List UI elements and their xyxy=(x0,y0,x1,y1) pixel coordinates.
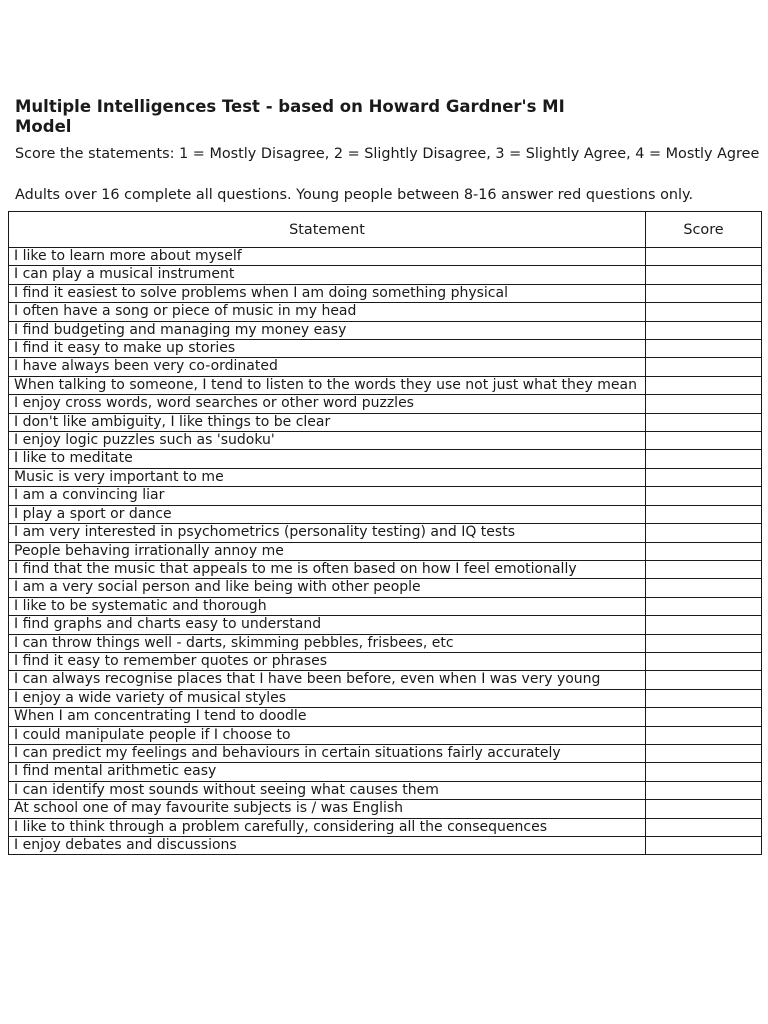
table-row xyxy=(9,726,762,744)
score-cell[interactable] xyxy=(646,321,762,339)
table-body xyxy=(9,248,762,855)
table-row xyxy=(9,708,762,726)
table-row xyxy=(9,395,762,413)
statement-cell: At school one of may favourite subjects is / was English xyxy=(9,800,646,818)
score-cell[interactable] xyxy=(646,652,762,670)
statement-cell: I like to meditate xyxy=(9,450,646,468)
statement-cell: I find it easy to make up stories xyxy=(9,340,646,358)
table-row xyxy=(9,800,762,818)
score-cell[interactable] xyxy=(646,358,762,376)
page-title: Multiple Intelligences Test - based on Howard Gardner's MI Model xyxy=(15,97,565,136)
table-row xyxy=(9,616,762,634)
table-row xyxy=(9,321,762,339)
age-note: Adults over 16 complete all questions. Young people between 8-16 answer red questions only. xyxy=(15,187,694,203)
score-cell[interactable] xyxy=(646,284,762,302)
score-cell[interactable] xyxy=(646,634,762,652)
statement-cell: I enjoy debates and discussions xyxy=(9,837,646,855)
table-row xyxy=(9,432,762,450)
statement-cell: I find it easiest to solve problems when I am doing something physical xyxy=(9,284,646,302)
table-row xyxy=(9,671,762,689)
score-cell[interactable] xyxy=(646,432,762,450)
statement-cell: I find mental arithmetic easy xyxy=(9,763,646,781)
statement-cell: I am a very social person and like being with other people xyxy=(9,579,646,597)
statement-cell: I enjoy logic puzzles such as 'sudoku' xyxy=(9,432,646,450)
statement-cell: I like to learn more about myself xyxy=(9,248,646,266)
table-row xyxy=(9,837,762,855)
statement-cell: I can always recognise places that I have been before, even when I was very young xyxy=(9,671,646,689)
table-row xyxy=(9,450,762,468)
statement-cell: I can predict my feelings and behaviours in certain situations fairly accurately xyxy=(9,744,646,762)
score-cell[interactable] xyxy=(646,468,762,486)
table-row xyxy=(9,781,762,799)
table-row xyxy=(9,358,762,376)
statement-cell: People behaving irrationally annoy me xyxy=(9,542,646,560)
statement-cell: I enjoy cross words, word searches or other word puzzles xyxy=(9,395,646,413)
table-row xyxy=(9,524,762,542)
score-cell[interactable] xyxy=(646,450,762,468)
table-row xyxy=(9,303,762,321)
table-row xyxy=(9,652,762,670)
table-row xyxy=(9,689,762,707)
table-row xyxy=(9,763,762,781)
score-cell[interactable] xyxy=(646,671,762,689)
table-row xyxy=(9,468,762,486)
table-header-row xyxy=(9,212,762,248)
statement-cell: I don't like ambiguity, I like things to be clear xyxy=(9,413,646,431)
table-row xyxy=(9,376,762,394)
score-cell[interactable] xyxy=(646,542,762,560)
score-cell[interactable] xyxy=(646,800,762,818)
table-row xyxy=(9,266,762,284)
score-cell[interactable] xyxy=(646,560,762,578)
table-row xyxy=(9,487,762,505)
statement-cell: I like to be systematic and thorough xyxy=(9,597,646,615)
score-cell[interactable] xyxy=(646,708,762,726)
table-row xyxy=(9,744,762,762)
score-cell[interactable] xyxy=(646,395,762,413)
statement-cell: I have always been very co-ordinated xyxy=(9,358,646,376)
score-cell[interactable] xyxy=(646,781,762,799)
score-cell[interactable] xyxy=(646,726,762,744)
score-cell[interactable] xyxy=(646,487,762,505)
table-row xyxy=(9,413,762,431)
score-cell[interactable] xyxy=(646,248,762,266)
score-cell[interactable] xyxy=(646,579,762,597)
score-cell[interactable] xyxy=(646,837,762,855)
score-cell[interactable] xyxy=(646,340,762,358)
score-cell[interactable] xyxy=(646,689,762,707)
table-row xyxy=(9,284,762,302)
statement-cell: I am very interested in psychometrics (personality testing) and IQ tests xyxy=(9,524,646,542)
statement-cell: I find that the music that appeals to me is often based on how I feel emotionally xyxy=(9,560,646,578)
table-row xyxy=(9,505,762,523)
table-row xyxy=(9,597,762,615)
statement-cell: When I am concentrating I tend to doodle xyxy=(9,708,646,726)
score-column-header: Score xyxy=(646,212,762,248)
score-cell[interactable] xyxy=(646,763,762,781)
statement-cell: I can throw things well - darts, skimming pebbles, frisbees, etc xyxy=(9,634,646,652)
table-row xyxy=(9,634,762,652)
statement-cell: I am a convincing liar xyxy=(9,487,646,505)
score-cell[interactable] xyxy=(646,597,762,615)
statement-cell: I play a sport or dance xyxy=(9,505,646,523)
score-cell[interactable] xyxy=(646,818,762,836)
statement-cell: I enjoy a wide variety of musical styles xyxy=(9,689,646,707)
score-cell[interactable] xyxy=(646,505,762,523)
table-row xyxy=(9,340,762,358)
statement-cell: When talking to someone, I tend to listen to the words they use not just what they mean xyxy=(9,376,646,394)
score-cell[interactable] xyxy=(646,413,762,431)
table-row xyxy=(9,248,762,266)
score-cell[interactable] xyxy=(646,303,762,321)
score-cell[interactable] xyxy=(646,524,762,542)
statement-cell: I like to think through a problem carefully, considering all the consequences xyxy=(9,818,646,836)
table-row xyxy=(9,579,762,597)
statement-cell: I find it easy to remember quotes or phrases xyxy=(9,652,646,670)
table-row xyxy=(9,560,762,578)
statement-cell: Music is very important to me xyxy=(9,468,646,486)
statement-cell: I find budgeting and managing my money easy xyxy=(9,321,646,339)
statement-column-header: Statement xyxy=(9,212,646,248)
scoring-instructions: Score the statements: 1 = Mostly Disagree, 2 = Slightly Disagree, 3 = Slightly Agree, 4 = Mostly Agree xyxy=(15,146,760,162)
statement-cell: I can identify most sounds without seeing what causes them xyxy=(9,781,646,799)
statement-cell: I can play a musical instrument xyxy=(9,266,646,284)
score-cell[interactable] xyxy=(646,616,762,634)
score-cell[interactable] xyxy=(646,376,762,394)
score-cell[interactable] xyxy=(646,266,762,284)
table-row xyxy=(9,818,762,836)
score-cell[interactable] xyxy=(646,744,762,762)
table-row xyxy=(9,542,762,560)
statement-cell: I often have a song or piece of music in my head xyxy=(9,303,646,321)
statement-cell: I could manipulate people if I choose to xyxy=(9,726,646,744)
statement-cell: I find graphs and charts easy to understand xyxy=(9,616,646,634)
statements-table xyxy=(8,211,762,855)
